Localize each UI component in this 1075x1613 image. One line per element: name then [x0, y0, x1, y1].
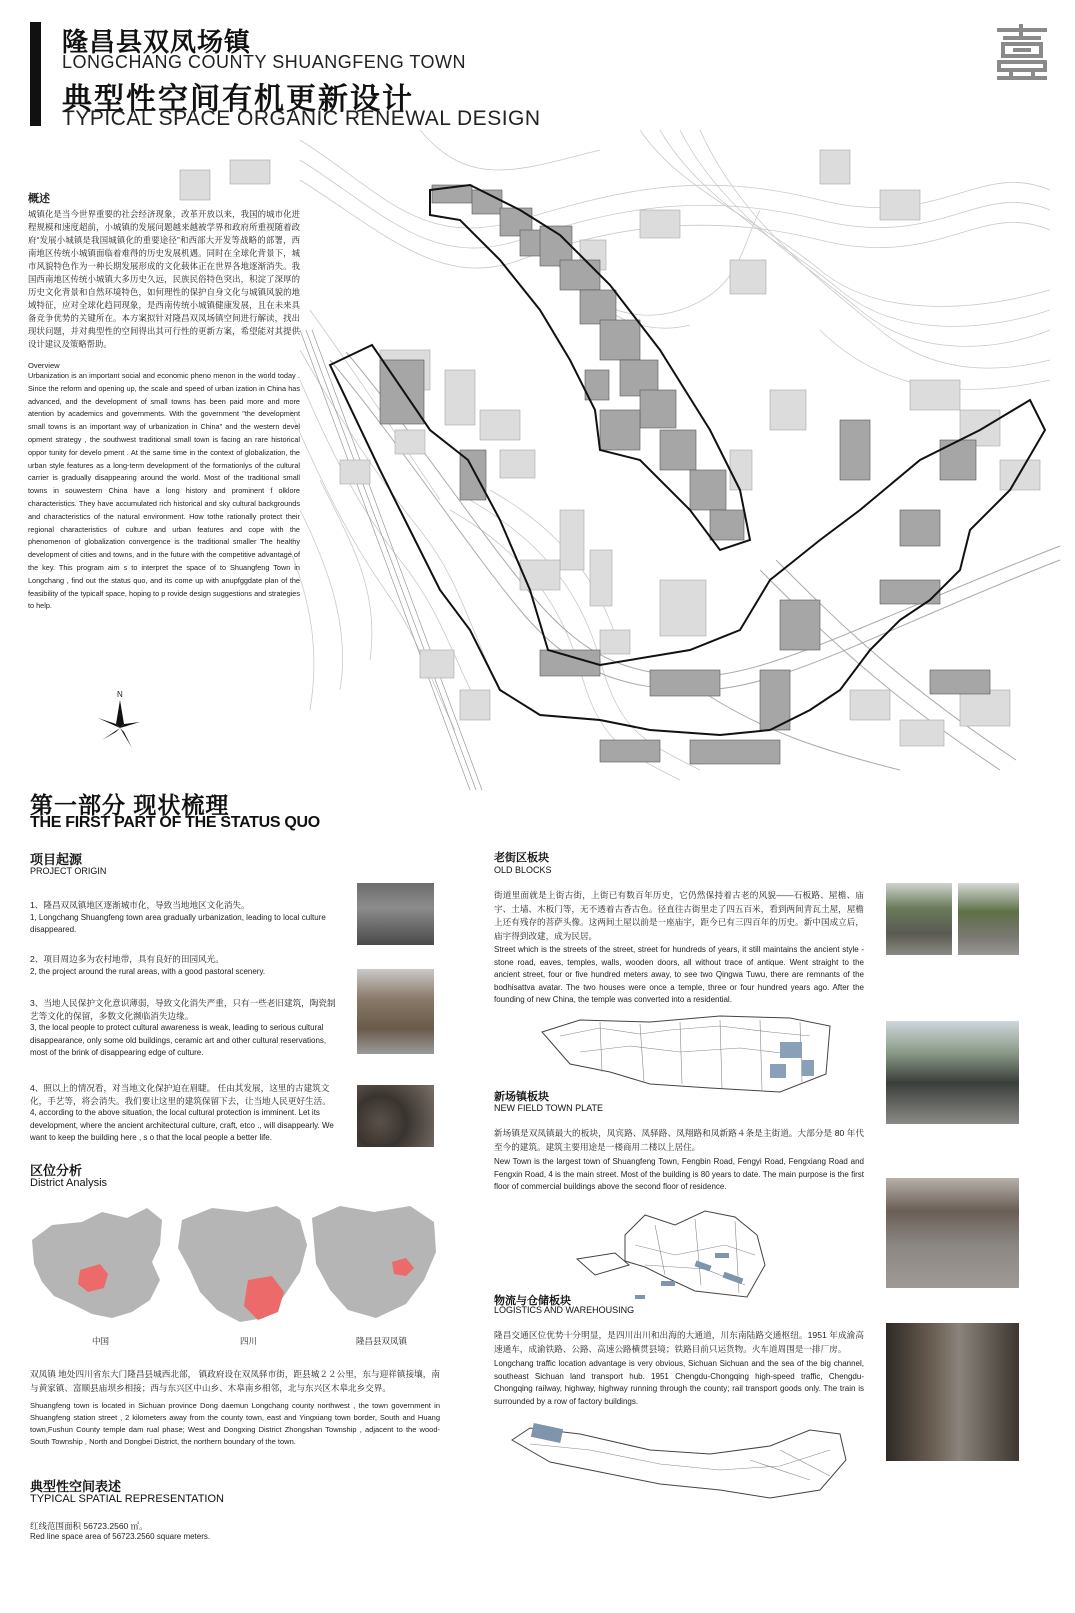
photo-old-street-1: [886, 883, 952, 955]
origin-item-2: 2、项目周边多为农村地带，具有良好的田园风光。 2, the project around the rural areas, with a good pastoral scenery.: [30, 954, 266, 976]
oldblocks-heading-cn: 老街区板块: [494, 852, 549, 864]
map-label-shuangfeng: 隆昌县双凤镇: [356, 1336, 408, 1346]
logistics-text-cn: 隆昌交通区位优势十分明显，是四川出川和出海的大通道，川东南陆路交通枢纽。1951 年成渝高速通车，成渝铁路、公路、高速公路横贯县境；铁路目前只运货物。火车道周围是一排厂房。: [494, 1330, 864, 1354]
typical-area-cn: 红线范围面积 56723.2560 ㎡。: [30, 1521, 148, 1531]
logistics-plan: [510, 1420, 850, 1502]
photo-village-street: [357, 969, 434, 1054]
north-label: N: [117, 690, 123, 699]
overview-block: [28, 190, 300, 613]
photo-old-houses: [357, 883, 434, 945]
district-text-en: Shuangfeng town is located in Sichuan province Dong daemun Longchang county northwest , the town government in Shuangfeng station street , 2 kilometers away from the county town, east and Yingxiang town border, South and Huang town,Fushun County temple dam rual phase; West and Dongxing District Zhongshan Township , adjacent to the wood-South Township , North and Dongbei District, the northern boundary of the town.: [30, 1401, 440, 1446]
photo-new-town-street: [886, 1021, 1019, 1124]
origin-item-4: 4、照以上的情况看，对当地文化保护迫在眉睫。 任由其发展，这里的古建筑文化，手艺等，将会消失。我们要让这里的建筑保留下去，让当地人民更好生活。 4, according to the above situation, the local cultural protection is imminent. Let its development, where the ancient architectural culture, craft, etco ., will disappearly. We want to keep the building here , s o that the local people a better life.: [30, 1083, 334, 1142]
map-label-sichuan: 四川: [240, 1336, 258, 1346]
sichuan-map: [178, 1206, 307, 1322]
seal-logo-icon: [993, 24, 1051, 84]
typical-heading-en: TYPICAL SPATIAL REPRESENTATION: [30, 1493, 224, 1505]
newtown-text-en: New Town is the largest town of Shuangfeng Town, Fengbin Road, Fengyi Road, Fengxiang Road and Fengxin Road, 4 is the main street. Most of the building is 80 years to date. The main purpose is the first floor of commercial buildings above the second floor of residence.: [494, 1157, 864, 1191]
title-accent-bar: [30, 22, 41, 126]
newtown-heading-en: NEW FIELD TOWN PLATE: [494, 1103, 604, 1113]
china-map: [32, 1208, 162, 1318]
title-cn-design: 典型性空间有机更新设计: [62, 83, 414, 116]
north-arrow-icon: [92, 688, 148, 750]
title-en-design: TYPICAL SPACE ORGANIC RENEWAL DESIGN: [62, 107, 541, 130]
title-en-town: LONGCHANG COUNTY SHUANGFENG TOWN: [62, 52, 467, 72]
overview-text-en: Urbanization is an important social and economic pheno menon in the world today . Since the reform and opening up, the scale and speed of urban ization in China has advanced, and the development of small towns has been paid more and more atention by academics and governments. With the government "the development small towns is an important way of urbanization in China" and the western devel opment strategy , the southwest traditional small town is facing an rare historical oppor tunity for develo pment . At the same time in the context of globalization, the urban style features as a long-term development of the formationlys of the cultural carrier is gradually disappearing around the world. Most of the traditional small towns in souwestern China have a long history and prominent f olklore characteristics. They have accumulated rich historical and sky cultural backgrounds and characteristics of the natural environment. How tothe rationally protect their regional characteristics of culture and urban features and cope with the phenomenon of globalization convergence is the traditional smaller The healthy development of cities and towns, and in the future with the competitive advantage of the key. This program aim s to interpret the space of to Shuangfeng Town in Longchang , find out the status quo, and its come up with anupfggdate plan of the feasibility of the typicalf space, hoping to p rovide design suggestions and strategies to help.: [28, 371, 300, 611]
district-text-cn: 双凤镇 地处四川省东大门隆昌县城西北部， 镇政府设在双凤驿市街，距县城２２公里，东与迎祥镇接壤，南与黄家镇、富顺县庙坝乡相接；西与东兴区中山乡、木皋南乡相邻，北与东兴区木皋北乡交界。: [30, 1369, 440, 1393]
buildings-dark: [380, 185, 990, 764]
title-cn-town: 隆昌县双凤场镇: [62, 27, 252, 57]
oldblocks-text-en: Street which is the streets of the street, street for hundreds of years, it still maintains the ancient style - stone road, eaves, temples, walls, wooden doors, all without trace of antique. Went straight to the ancient street, four or five hundred meters away, to see two Qingwa Tuwu, there are remnants of the bodhisattva avatar. The two houses were once a temple, three or four hundred years ago. After the founding of new China, the temple was converted into a residential.: [494, 945, 864, 1004]
photo-stone-steps: [886, 1178, 1019, 1288]
typical-area-en: Red line space area of 56723.2560 square meters.: [30, 1532, 211, 1541]
oldblocks-text-cn: 街道里面就是上街古街，上街已有数百年历史，它仍然保持着古老的风貌——石板路、屋檐、庙宇、土墙、木板门等，无不透着古香古色。径直往古街里走了四五百米，看到两间青瓦土屋，屋檐上还有残存的菩萨头像。这两间土屋以前是一座庙宇，距今已有三四百年的历史。新中国成立后，庙宇得到改建，成为民居。: [494, 890, 864, 941]
section-title-en: THE FIRST PART OF THE STATUS QUO: [30, 814, 320, 831]
photo-old-street-2: [958, 883, 1019, 955]
newtown-heading-cn: 新场镇板块: [494, 1091, 549, 1103]
origin-item-1: 1、隆昌双凤镇地区逐渐城市化，导致当地地区文化消失。 1, Longchang Shuangfeng town area gradually urbanization, leading to local culture disappeared.: [30, 900, 326, 934]
logistics-heading-cn: 物流与仓储板块: [494, 1295, 571, 1307]
section-title-cn: 第一部分 现状梳理: [30, 792, 230, 818]
district-heading-cn: 区位分析: [30, 1163, 83, 1178]
photo-old-alley: [886, 1323, 1019, 1461]
typical-heading-cn: 典型性空间表述: [30, 1479, 122, 1494]
photo-ceramic-jars: [357, 1085, 434, 1147]
origin-heading-en: PROJECT ORIGIN: [30, 866, 107, 876]
oldblocks-plan: [540, 1012, 840, 1094]
newtown-text-cn: 新场镇是双凤镇最大的板块，凤宾路、凤驿路、凤翔路和凤新路４条是主街道。大部分是 80 年代至今的建筑。建筑主要用途是一楼商用二楼以上居住。: [494, 1128, 864, 1152]
logistics-text-en: Longchang traffic location advantage is very obvious, Sichuan Sichuan and the sea of the big channel, southeast Sichuan land transport hub. 1951 Chengdu-Chongqing high-speed traffic, Chengdu-Chongqing railway, highway, highway running through the county; rail transport goods only. The train is surrounded by a row of factory buildings.: [494, 1359, 864, 1406]
oldblocks-heading-en: OLD BLOCKS: [494, 865, 552, 875]
location-maps: [22, 1200, 442, 1340]
origin-item-3: 3、当地人民保护文化意识薄弱，导致文化消失严重，只有一些老旧建筑，陶瓷制艺等文化的保留，多数文化濒临消失边缘。 3, the local people to protect cultural awareness is weak, leading to serious cultural disappearance, only some old buildings, ceramic art and other cultural reservations, most of the brink of disappearing edge of culture.: [30, 998, 336, 1057]
map-label-china: 中国: [92, 1336, 110, 1346]
overview-text-cn: 城镇化是当今世界重要的社会经济现象，改革开放以来，我国的城市化进程规模和速度超前，小城镇的发展问题越来越被学界和政府所重视随着政府“发展小城镇是我国城镇化的重要途径”和西部大开发等战略的部署，西南地区传统小城镇面临着难得的历史发展机遇。同时在全球化背景下，城市风貌特色作为一种长期发展形成的文化载体正在世界各地逐渐消失。我国西南地区传统小城镇大多历史久远，民族民俗特色突出，积淀了深厚的历史文化背景和自然环境特色，如何理性的保护自身文化与城镇风貌的地域特征，应对全球化趋同现象，是西南传统小城镇健康发展，且在未来具备竞争优势的关键所在。本方案拟针对隆昌双凤场镇空间进行解读，找出现状问题，并对典型性的空间得出其可行性的更新方案，希望能对其提供设计建议及策略帮助。: [28, 209, 300, 349]
logistics-heading-en: LOGISTICS AND WAREHOUSING: [494, 1305, 635, 1315]
overview-heading-cn: 概述: [28, 193, 50, 205]
county-map: [312, 1206, 436, 1318]
origin-heading-cn: 项目起源: [30, 852, 83, 867]
district-heading-en: District Analysis: [30, 1177, 108, 1189]
overview-heading-en: Overview: [28, 361, 60, 370]
newtown-plan: [575, 1205, 775, 1310]
